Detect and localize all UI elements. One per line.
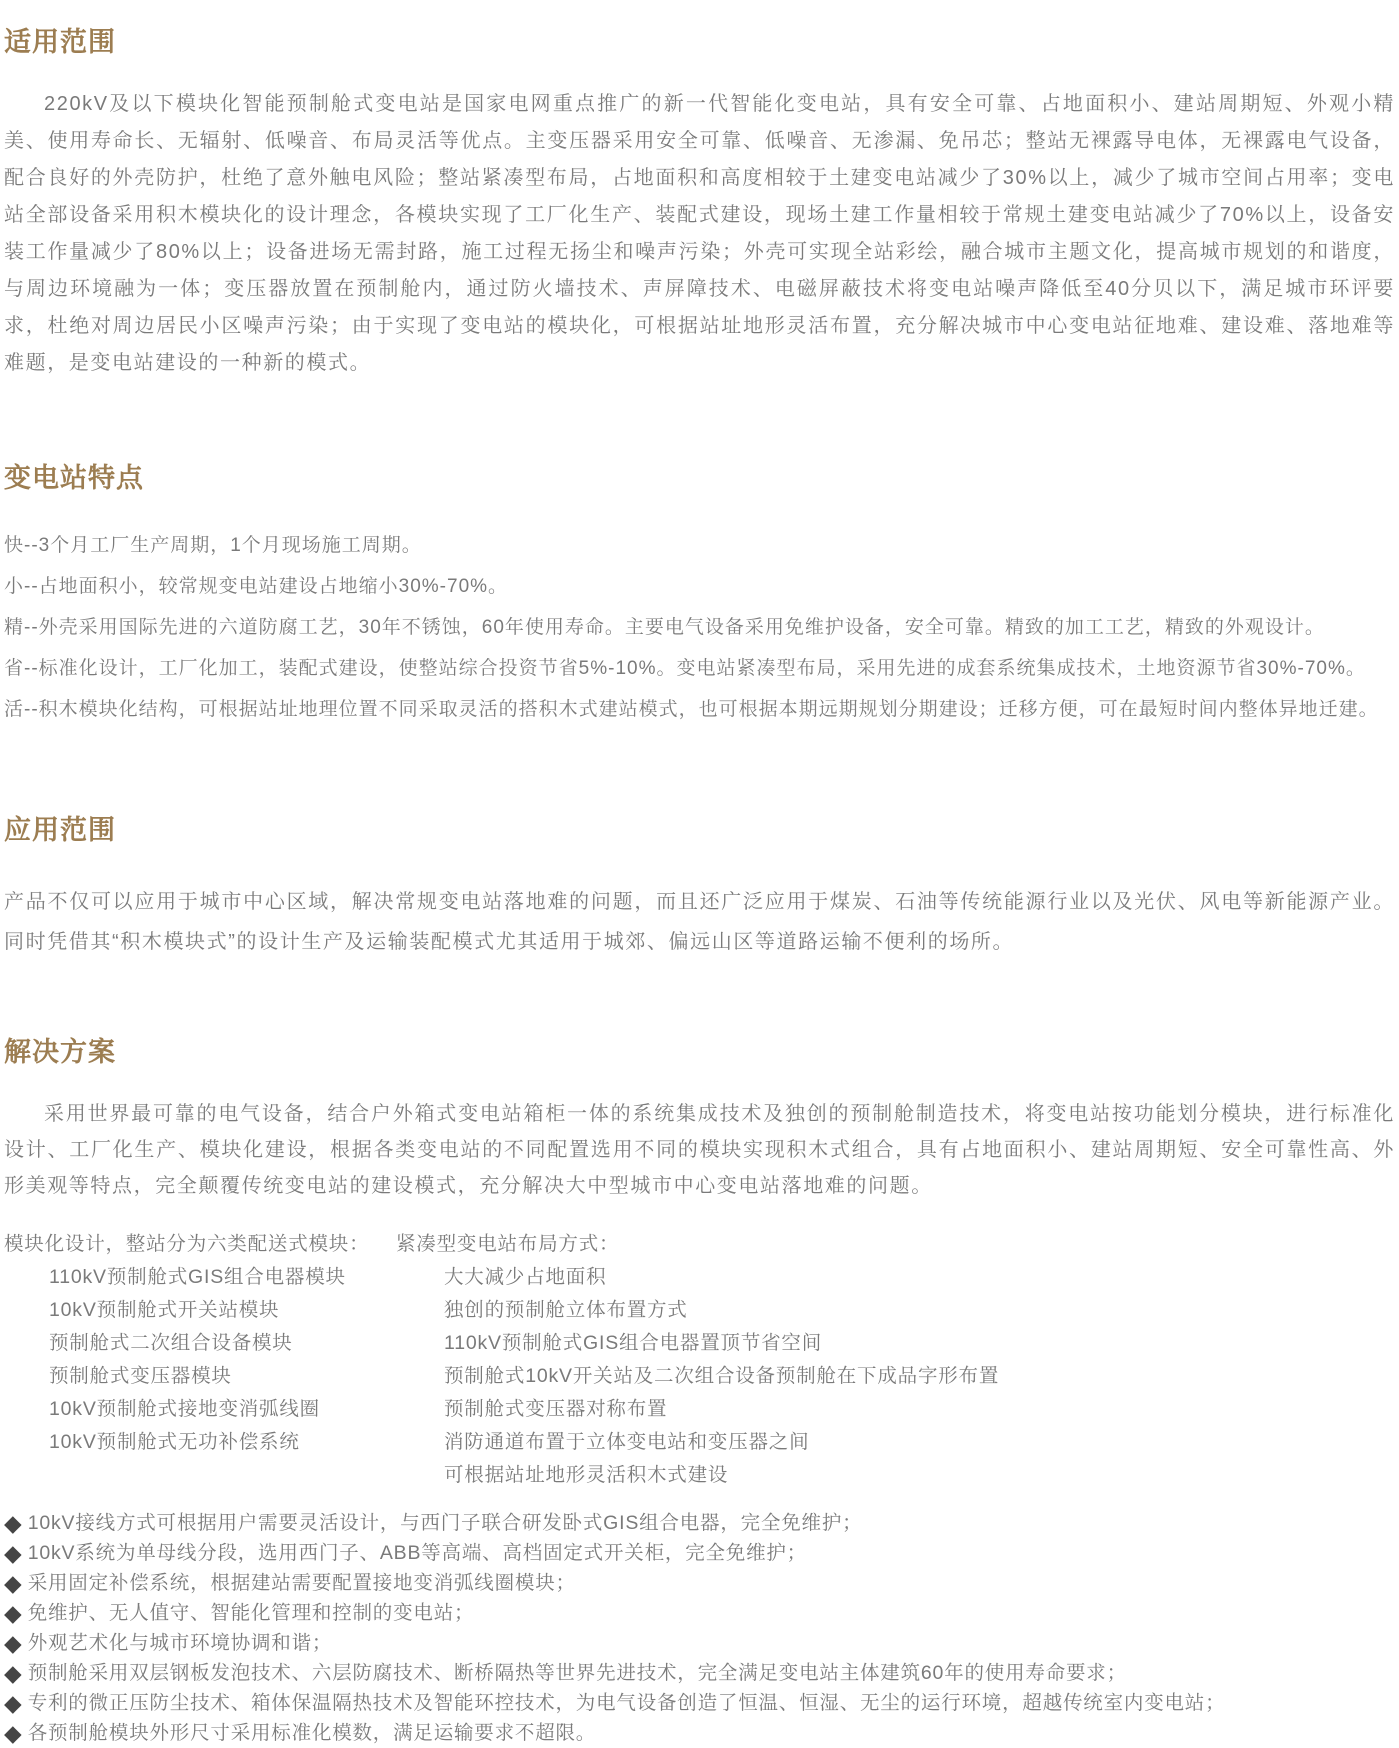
diamond-bullet-icon: ◆ — [4, 1540, 22, 1566]
bullet-item — [4, 1718, 1395, 1748]
bullet-item — [4, 1688, 1395, 1718]
bullet-text: 10kV接线方式可根据用户需要灵活设计，与西门子联合研发卧式GIS组合电器，完全免维护； — [27, 1512, 863, 1534]
bullet-text: 预制舱采用双层钢板发泡技术、六层防腐技术、断桥隔热等世界先进技术，完全满足变电站主体建筑60年的使用寿命要求； — [27, 1662, 1127, 1684]
bullet-item — [4, 1508, 1395, 1538]
layout-item: 110kV预制舱式GIS组合电器置顶节省空间 — [444, 1332, 823, 1354]
module-table-row — [4, 1393, 1395, 1426]
module-table-row — [4, 1360, 1395, 1393]
layout-list-header: 紧凑型变电站布局方式： — [396, 1233, 620, 1255]
feature-item-saving: 省--标准化设计，工厂化加工，装配式建设，使整站综合投资节省5%-10%。变电站紧凑型布局，采用先进的成套系统集成技术，土地资源节省30%-70%。 — [4, 658, 1366, 679]
application-scope-heading: 应用范围 — [4, 815, 116, 845]
bullet-text: 采用固定补偿系统，根据建站需要配置接地变消弧线圈模块； — [27, 1572, 576, 1594]
feature-item-fast: 快--3个月工厂生产周期，1个月现场施工周期。 — [4, 535, 422, 556]
application-scope-paragraph: 产品不仅可以应用于城市中心区域，解决常规变电站落地难的问题，而且还广泛应用于煤炭、石油等传统能源行业以及光伏、风电等新能源产业。同时凭借其“积木模块式”的设计生产及运输装配模式尤其适用于城郊、偏远山区等道路运输不便利的场所。 — [4, 891, 1395, 953]
diamond-bullet-icon: ◆ — [4, 1720, 22, 1746]
bullet-text: 10kV系统为单母线分段，选用西门子、ABB等高端、高档固定式开关柜，完全免维护； — [27, 1542, 807, 1564]
module-table-row — [4, 1294, 1395, 1327]
layout-item: 预制舱式10kV开关站及二次组合设备预制舱在下成品字形布置 — [444, 1365, 1000, 1387]
solution-heading: 解决方案 — [4, 1037, 116, 1067]
module-layout-table — [4, 1228, 1395, 1492]
module-item: 10kV预制舱式开关站模块 — [49, 1299, 280, 1321]
feature-item-small: 小--占地面积小，较常规变电站建设占地缩小30%-70%。 — [4, 576, 509, 597]
bullet-item — [4, 1598, 1395, 1628]
feature-list — [4, 536, 1395, 720]
module-item: 10kV预制舱式接地变消弧线圈 — [49, 1398, 320, 1420]
diamond-bullet-icon: ◆ — [4, 1570, 22, 1596]
module-list-header: 模块化设计，整站分为六类配送式模块： — [4, 1233, 370, 1255]
section-solution — [4, 1036, 1395, 1748]
feature-item-flexible: 活--积木模块化结构，可根据站址地理位置不同采取灵活的搭积木式建站模式，也可根据本期远期规划分期建设；迁移方便，可在最短时间内整体异地迁建。 — [4, 699, 1379, 720]
bullet-text: 外观艺术化与城市环境协调和谐； — [27, 1632, 333, 1654]
module-table-row — [4, 1426, 1395, 1459]
solution-bullet-list — [4, 1508, 1395, 1748]
layout-item: 独创的预制舱立体布置方式 — [444, 1299, 688, 1321]
module-item: 110kV预制舱式GIS组合电器模块 — [49, 1266, 346, 1288]
bullet-item — [4, 1658, 1395, 1688]
bullet-item — [4, 1568, 1395, 1598]
applicable-scope-paragraph: 220kV及以下模块化智能预制舱式变电站是国家电网重点推广的新一代智能化变电站，具有安全可靠、占地面积小、建站周期短、外观小精美、使用寿命长、无辐射、低噪音、布局灵活等优点。主变压器采用安全可靠、低噪音、无渗漏、免吊芯；整站无裸露导电体，无裸露电气设备，配合良好的外壳防护，杜绝了意外触电风险；整站紧凑型布局，占地面积和高度相较于土建变电站减少了30%以上，减少了城市空间占用率；变电站全部设备采用积木模块化的设计理念，各模块实现了工厂化生产、装配式建设，现场土建工作量相较于常规土建变电站减少了70%以上，设备安装工作量减少了80%以上；设备进场无需封路，施工过程无扬尘和噪声污染；外壳可实现全站彩绘，融合城市主题文化，提高城市规划的和谐度，与周边环境融为一体；变压器放置在预制舱内，通过防火墙技术、声屏障技术、电磁屏蔽技术将变电站噪声降低至40分贝以下，满足城市环评要求，杜绝对周边居民小区噪声污染；由于实现了变电站的模块化，可根据站址地形灵活布置，充分解决城市中心变电站征地难、建设难、落地难等难题，是变电站建设的一种新的模式。 — [4, 93, 1395, 374]
diamond-bullet-icon: ◆ — [4, 1630, 22, 1656]
module-item-empty — [4, 1459, 396, 1492]
module-table-row — [4, 1327, 1395, 1360]
feature-item-fine: 精--外壳采用国际先进的六道防腐工艺，30年不锈蚀，60年使用寿命。主要电气设备采用免维护设备，安全可靠。精致的加工工艺，精致的外观设计。 — [4, 617, 1325, 638]
diamond-bullet-icon: ◆ — [4, 1690, 22, 1716]
diamond-bullet-icon: ◆ — [4, 1510, 22, 1536]
section-features — [4, 462, 1395, 720]
layout-item: 可根据站址地形灵活积木式建设 — [444, 1464, 729, 1486]
bullet-item — [4, 1538, 1395, 1568]
module-table-row — [4, 1459, 1395, 1492]
diamond-bullet-icon: ◆ — [4, 1660, 22, 1686]
bullet-text: 免维护、无人值守、智能化管理和控制的变电站； — [27, 1602, 475, 1624]
solution-paragraph: 采用世界最可靠的电气设备，结合户外箱式变电站箱柜一体的系统集成技术及独创的预制舱制造技术，将变电站按功能划分模块，进行标准化设计、工厂化生产、模块化建设，根据各类变电站的不同配置选用不同的模块实现积木式组合，具有占地面积小、建站周期短、安全可靠性高、外形美观等特点，完全颠覆传统变电站的建设模式，充分解决大中型城市中心变电站落地难的问题。 — [4, 1103, 1395, 1197]
section-applicable-scope — [4, 0, 1395, 382]
bullet-text: 各预制舱模块外形尺寸采用标准化模数，满足运输要求不超限。 — [27, 1722, 597, 1744]
features-heading: 变电站特点 — [4, 463, 144, 493]
module-item: 预制舱式二次组合设备模块 — [49, 1332, 293, 1354]
bullet-text: 专利的微正压防尘技术、箱体保温隔热技术及智能环控技术，为电气设备创造了恒温、恒湿、无尘的运行环境，超越传统室内变电站； — [27, 1692, 1226, 1714]
module-table-header-row — [4, 1228, 1395, 1261]
section-application-scope — [4, 814, 1395, 962]
bullet-item — [4, 1628, 1395, 1658]
module-table-row — [4, 1261, 1395, 1294]
module-item: 10kV预制舱式无功补偿系统 — [49, 1431, 300, 1453]
layout-item: 消防通道布置于立体变电站和变压器之间 — [444, 1431, 810, 1453]
layout-item: 大大减少占地面积 — [444, 1266, 607, 1288]
module-item: 预制舱式变压器模块 — [49, 1365, 232, 1387]
applicable-scope-heading: 适用范围 — [4, 27, 116, 57]
diamond-bullet-icon: ◆ — [4, 1600, 22, 1626]
layout-item: 预制舱式变压器对称布置 — [444, 1398, 668, 1420]
